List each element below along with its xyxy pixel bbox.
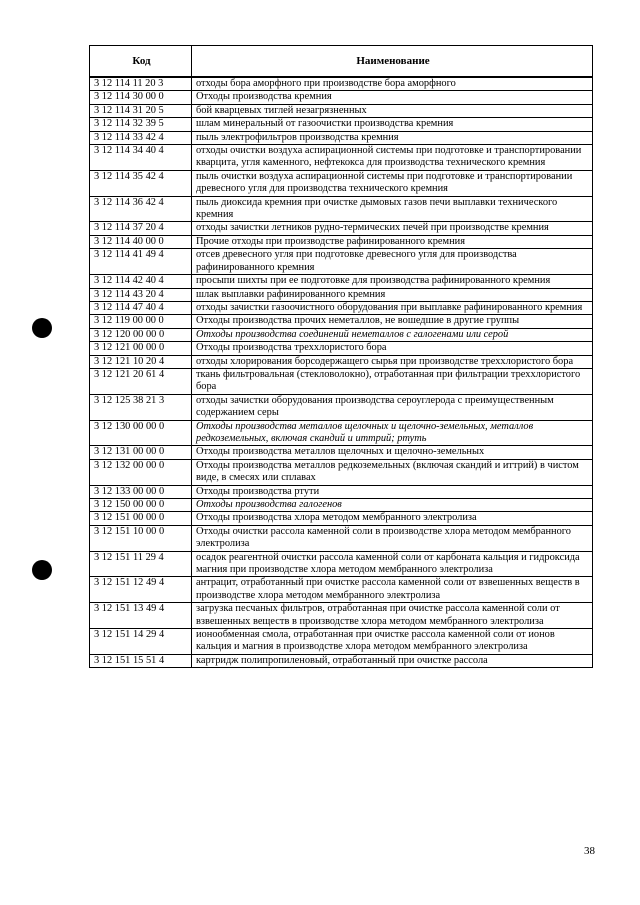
- row-name: отсев древесного угля при подготовке древесного угля для производства рафинированного кремния: [192, 249, 593, 275]
- row-code: 3 12 151 15 51 4: [90, 654, 192, 667]
- row-code: 3 12 114 31 20 5: [90, 104, 192, 117]
- table-row: [90, 459, 593, 485]
- binder-hole-top: [32, 318, 52, 338]
- row-name: отходы очистки воздуха аспирационной системы при подготовке и транспортировании кварцита, угля каменного, нефтекокса для производства технического кремния: [192, 145, 593, 171]
- row-code: 3 12 114 41 49 4: [90, 249, 192, 275]
- row-code: 3 12 131 00 00 0: [90, 446, 192, 459]
- row-name: пыль очистки воздуха аспирационной системы при подготовке и транспортировании древесного угля для производства технического кремния: [192, 170, 593, 196]
- table-row: [90, 577, 593, 603]
- table-row: [90, 91, 593, 104]
- table-row: [90, 368, 593, 394]
- table-row: [90, 355, 593, 368]
- row-name: ионообменная смола, отработанная при очистке рассола каменной соли от ионов кальция и магния в производстве хлора методом мембранного электролиза: [192, 629, 593, 655]
- row-name: загрузка песчаных фильтров, отработанная при очистке рассола каменной соли от взвешенных веществ в производстве хлора методом мембранного электролиза: [192, 603, 593, 629]
- row-name: антрацит, отработанный при очистке рассола каменной соли от взвешенных веществ в производстве хлора методом мембранного электролиза: [192, 577, 593, 603]
- row-code: 3 12 114 34 40 4: [90, 145, 192, 171]
- row-code: 3 12 119 00 00 0: [90, 315, 192, 328]
- table-row: [90, 77, 593, 91]
- table-row: [90, 342, 593, 355]
- table-row: [90, 512, 593, 525]
- row-name: Отходы производства треххлористого бора: [192, 342, 593, 355]
- row-code: 3 12 151 12 49 4: [90, 577, 192, 603]
- row-code: 3 12 114 36 42 4: [90, 196, 192, 222]
- table-row: [90, 196, 593, 222]
- row-name: Отходы производства металлов редкоземельных (включая скандий и иттрий) в чистом виде, в смесях или сплавах: [192, 459, 593, 485]
- table-row: [90, 328, 593, 341]
- table-row: [90, 525, 593, 551]
- row-name: Прочие отходы при производстве рафинированного кремния: [192, 235, 593, 248]
- table-header-row: [90, 46, 593, 78]
- row-code: 3 12 114 30 00 0: [90, 91, 192, 104]
- table-body: [90, 77, 593, 668]
- table-row: [90, 145, 593, 171]
- row-name: осадок реагентной очистки рассола каменной соли от карбоната кальция и гидроксида магния при производстве хлора методом мембранного электролиза: [192, 551, 593, 577]
- row-code: 3 12 114 35 42 4: [90, 170, 192, 196]
- row-name: Отходы производства прочих неметаллов, не вошедшие в другие группы: [192, 315, 593, 328]
- waste-classification-table: [89, 45, 593, 668]
- row-name: Отходы производства хлора методом мембранного электролиза: [192, 512, 593, 525]
- row-code: 3 12 120 00 00 0: [90, 328, 192, 341]
- table-row: [90, 485, 593, 498]
- table-row: [90, 499, 593, 512]
- row-name: бой кварцевых тиглей незагрязненных: [192, 104, 593, 117]
- table-row: [90, 275, 593, 288]
- row-code: 3 12 151 00 00 0: [90, 512, 192, 525]
- table-row: [90, 222, 593, 235]
- table-row: [90, 170, 593, 196]
- row-code: 3 12 114 11 20 3: [90, 77, 192, 91]
- table-row: [90, 131, 593, 144]
- table-row: [90, 394, 593, 420]
- row-code: 3 12 151 11 29 4: [90, 551, 192, 577]
- code-column-header: Код: [90, 46, 192, 78]
- row-name: ткань фильтровальная (стекловолокно), отработанная при фильтрации треххлористого бора: [192, 368, 593, 394]
- row-code: 3 12 130 00 00 0: [90, 420, 192, 446]
- row-name: Отходы производства ртути: [192, 485, 593, 498]
- row-name: Отходы производства соединений неметаллов с галогенами или серой: [192, 328, 593, 341]
- row-code: 3 12 114 42 40 4: [90, 275, 192, 288]
- row-code: 3 12 114 37 20 4: [90, 222, 192, 235]
- row-code: 3 12 150 00 00 0: [90, 499, 192, 512]
- row-code: 3 12 114 47 40 4: [90, 301, 192, 314]
- row-code: 3 12 121 00 00 0: [90, 342, 192, 355]
- row-name: пыль электрофильтров производства кремния: [192, 131, 593, 144]
- row-name: шлам минеральный от газоочистки производства кремния: [192, 118, 593, 131]
- table-row: [90, 249, 593, 275]
- row-name: картридж полипропиленовый, отработанный при очистке рассола: [192, 654, 593, 667]
- row-code: 3 12 121 10 20 4: [90, 355, 192, 368]
- row-name: Отходы производства металлов щелочных и щелочно-земельных, металлов редкоземельных, включая скандий и иттрий; ртуть: [192, 420, 593, 446]
- row-name: Отходы очистки рассола каменной соли в производстве хлора методом мембранного электролиза: [192, 525, 593, 551]
- table-row: [90, 446, 593, 459]
- row-code: 3 12 151 14 29 4: [90, 629, 192, 655]
- row-code: 3 12 114 33 42 4: [90, 131, 192, 144]
- row-name: шлак выплавки рафинированного кремния: [192, 288, 593, 301]
- row-name: Отходы производства металлов щелочных и щелочно-земельных: [192, 446, 593, 459]
- row-code: 3 12 114 43 20 4: [90, 288, 192, 301]
- name-column-header: Наименование: [192, 46, 593, 78]
- row-name: Отходы производства галогенов: [192, 499, 593, 512]
- row-code: 3 12 151 13 49 4: [90, 603, 192, 629]
- row-code: 3 12 132 00 00 0: [90, 459, 192, 485]
- table-row: [90, 315, 593, 328]
- row-code: 3 12 114 32 39 5: [90, 118, 192, 131]
- row-name: отходы зачистки газоочистного оборудования при выплавке рафинированного кремния: [192, 301, 593, 314]
- table-row: [90, 629, 593, 655]
- row-name: просыпи шихты при ее подготовке для производства рафинированного кремния: [192, 275, 593, 288]
- row-code: 3 12 125 38 21 3: [90, 394, 192, 420]
- row-name: пыль диоксида кремния при очистке дымовых газов печи выплавки технического кремния: [192, 196, 593, 222]
- table-row: [90, 104, 593, 117]
- binder-hole-bottom: [32, 560, 52, 580]
- table-row: [90, 420, 593, 446]
- table-row: [90, 288, 593, 301]
- table-row: [90, 118, 593, 131]
- row-name: Отходы производства кремния: [192, 91, 593, 104]
- table-row: [90, 551, 593, 577]
- row-code: 3 12 151 10 00 0: [90, 525, 192, 551]
- table-row: [90, 603, 593, 629]
- row-code: 3 12 114 40 00 0: [90, 235, 192, 248]
- table-row: [90, 301, 593, 314]
- table-row: [90, 235, 593, 248]
- row-name: отходы зачистки оборудования производства сероуглерода с преимущественным содержанием серы: [192, 394, 593, 420]
- row-code: 3 12 133 00 00 0: [90, 485, 192, 498]
- row-name: отходы бора аморфного при производстве бора аморфного: [192, 77, 593, 91]
- row-name: отходы хлорирования борсодержащего сырья при производстве треххлористого бора: [192, 355, 593, 368]
- table-row: [90, 654, 593, 667]
- row-name: отходы зачистки летников рудно-термических печей при производстве кремния: [192, 222, 593, 235]
- page-number: 38: [584, 845, 595, 857]
- row-code: 3 12 121 20 61 4: [90, 368, 192, 394]
